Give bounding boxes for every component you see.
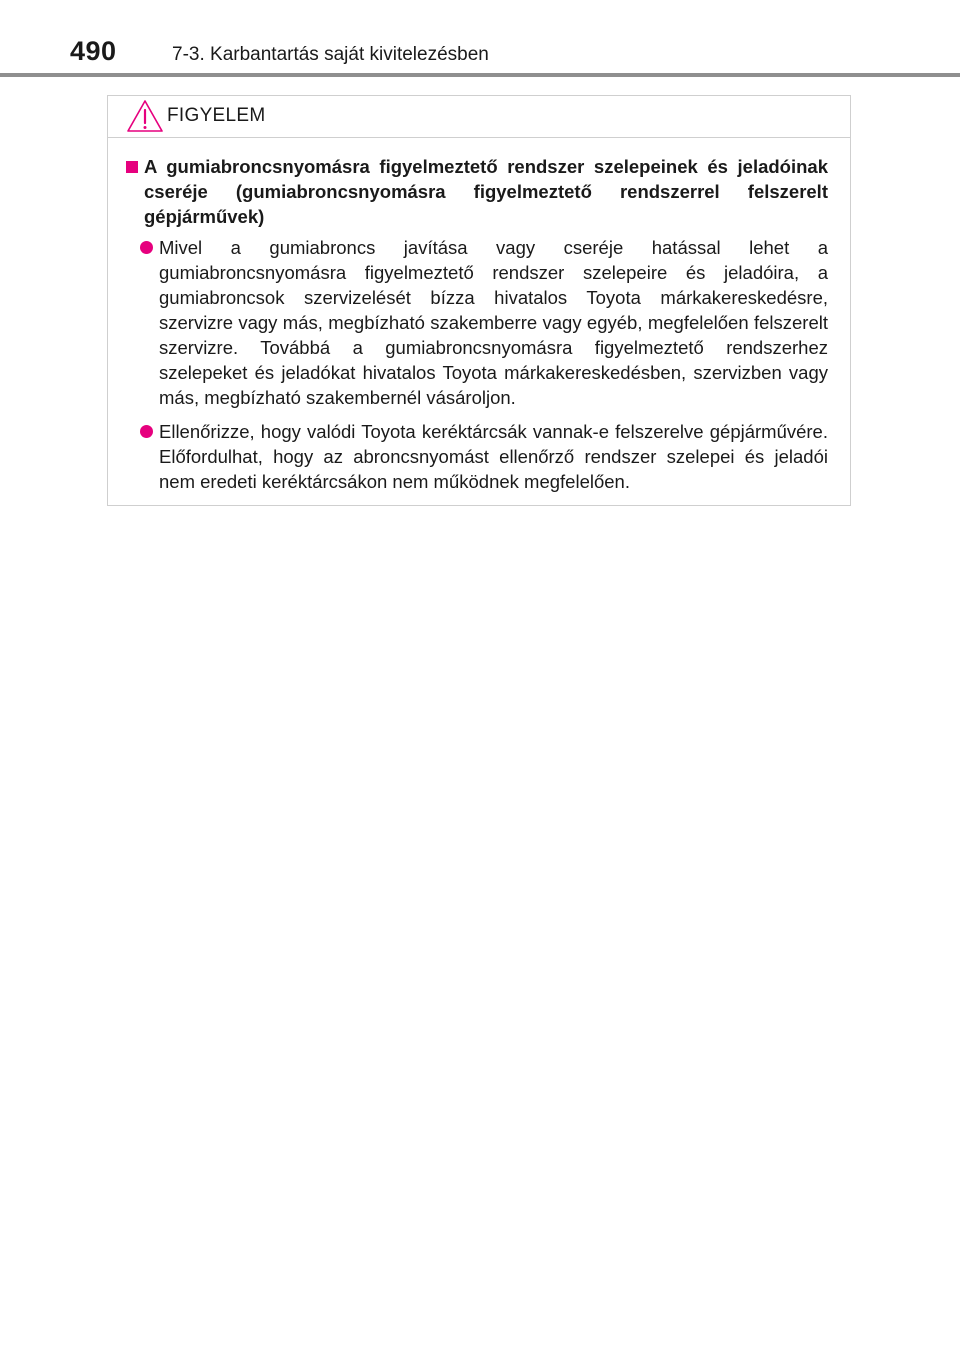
list-item — [140, 235, 828, 410]
circle-bullet-icon — [140, 241, 153, 254]
list-item — [140, 419, 828, 494]
warning-triangle-icon — [126, 99, 164, 133]
warning-box — [107, 95, 851, 506]
list-item-text: Ellenőrizze, hogy valódi Toyota keréktárcsák vannak-e felszerelve gépjárművére. Előfordulhat, hogy az abroncsnyomást ellenőrző rendszer szelepei és jeladói nem eredeti keréktárcsákon nem működnek megfelelően. — [159, 421, 828, 492]
square-bullet-icon — [126, 161, 138, 173]
circle-bullet-icon — [140, 425, 153, 438]
list-item-text: Mivel a gumiabroncs javítása vagy cseréje hatással lehet a gumiabroncsnyomásra figyelmeztető rendszer szelepeire és jeladóira, a gumiabroncsok szervizelését bízza hivatalos Toyota márkakereskedésre, szervizre vagy más, megbízható szakemberre vagy egyéb, megfelelően felszerelt szervizre. Továbbá a gumiabroncsnyomásra figyelmeztető rendszerhez szelepeket és jeladókat hivatalos Toyota márkakereskedésben, szervizben vagy más, megbízható szakembernél vásároljon. — [159, 237, 828, 408]
page-number: 490 — [70, 36, 117, 66]
warning-header — [108, 96, 850, 138]
section-title: 7-3. Karbantartás saját kivitelezésben — [172, 44, 489, 65]
warning-body — [108, 138, 850, 494]
warning-heading-row — [126, 154, 828, 229]
warning-title: FIGYELEM — [167, 105, 266, 126]
warning-heading: A gumiabroncsnyomásra figyelmeztető rendszer szelepeinek és jeladóinak cseréje (gumiabroncsnyomásra figyelmeztető rendszerrel felszerelt gépjárművek) — [144, 156, 828, 227]
header-rule — [0, 73, 960, 77]
page-header — [0, 0, 960, 78]
